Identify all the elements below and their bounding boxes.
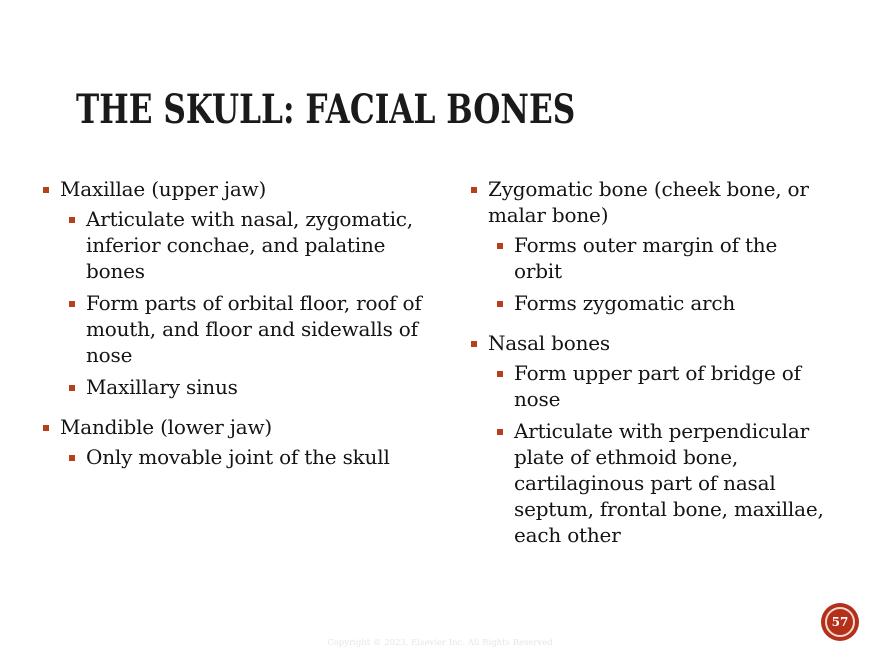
- square-bullet-icon: [497, 301, 503, 307]
- square-bullet-icon: [69, 385, 75, 391]
- sub-bullet: [468, 232, 828, 284]
- page-number: 57: [831, 615, 849, 629]
- sub-bullet-text: Form parts of orbital floor, roof of mouth, and floor and sidewalls of nose: [86, 291, 422, 367]
- bullet-maxillae: [40, 176, 430, 202]
- page-number-badge: [821, 603, 859, 641]
- bullet-text: Mandible (lower jaw): [60, 415, 273, 439]
- square-bullet-icon: [69, 455, 75, 461]
- sub-bullet-text: Only movable joint of the skull: [86, 445, 390, 469]
- sub-bullet-text: Form upper part of bridge of nose: [514, 361, 801, 411]
- square-bullet-icon: [43, 187, 49, 193]
- sub-bullet-text: Forms outer margin of the orbit: [514, 233, 778, 283]
- copyright-notice: Copyright © 2023, Elsevier Inc. All Rights Reserved: [327, 638, 553, 648]
- bullet-mandible: [40, 414, 430, 440]
- sub-bullet: [468, 290, 828, 316]
- square-bullet-icon: [69, 217, 75, 223]
- bullet-text: Zygomatic bone (cheek bone, or malar bone): [488, 177, 809, 227]
- sub-bullet: [468, 418, 828, 548]
- square-bullet-icon: [69, 301, 75, 307]
- bullet-nasal: [468, 330, 828, 356]
- square-bullet-icon: [471, 341, 477, 347]
- square-bullet-icon: [497, 371, 503, 377]
- slide-title: THE SKULL: FACIAL BONES: [76, 86, 576, 133]
- sub-bullet: [40, 290, 430, 368]
- sub-bullet-text: Maxillary sinus: [86, 375, 238, 399]
- sub-bullet: [468, 360, 828, 412]
- bullet-text: Nasal bones: [488, 331, 610, 355]
- sub-bullet: [40, 206, 430, 284]
- left-column: [40, 176, 430, 470]
- square-bullet-icon: [43, 425, 49, 431]
- sub-bullet: [40, 374, 430, 400]
- square-bullet-icon: [471, 187, 477, 193]
- square-bullet-icon: [497, 243, 503, 249]
- sub-bullet-text: Forms zygomatic arch: [514, 291, 736, 315]
- bullet-text: Maxillae (upper jaw): [60, 177, 267, 201]
- sub-bullet-text: Articulate with perpendicular plate of ethmoid bone, cartilaginous part of nasal septum, frontal bone, maxillae, each other: [514, 419, 824, 547]
- sub-bullet: [40, 444, 430, 470]
- sub-bullet-text: Articulate with nasal, zygomatic, inferior conchae, and palatine bones: [86, 207, 413, 283]
- square-bullet-icon: [497, 429, 503, 435]
- right-column: [468, 176, 828, 548]
- bullet-zygomatic: [468, 176, 828, 228]
